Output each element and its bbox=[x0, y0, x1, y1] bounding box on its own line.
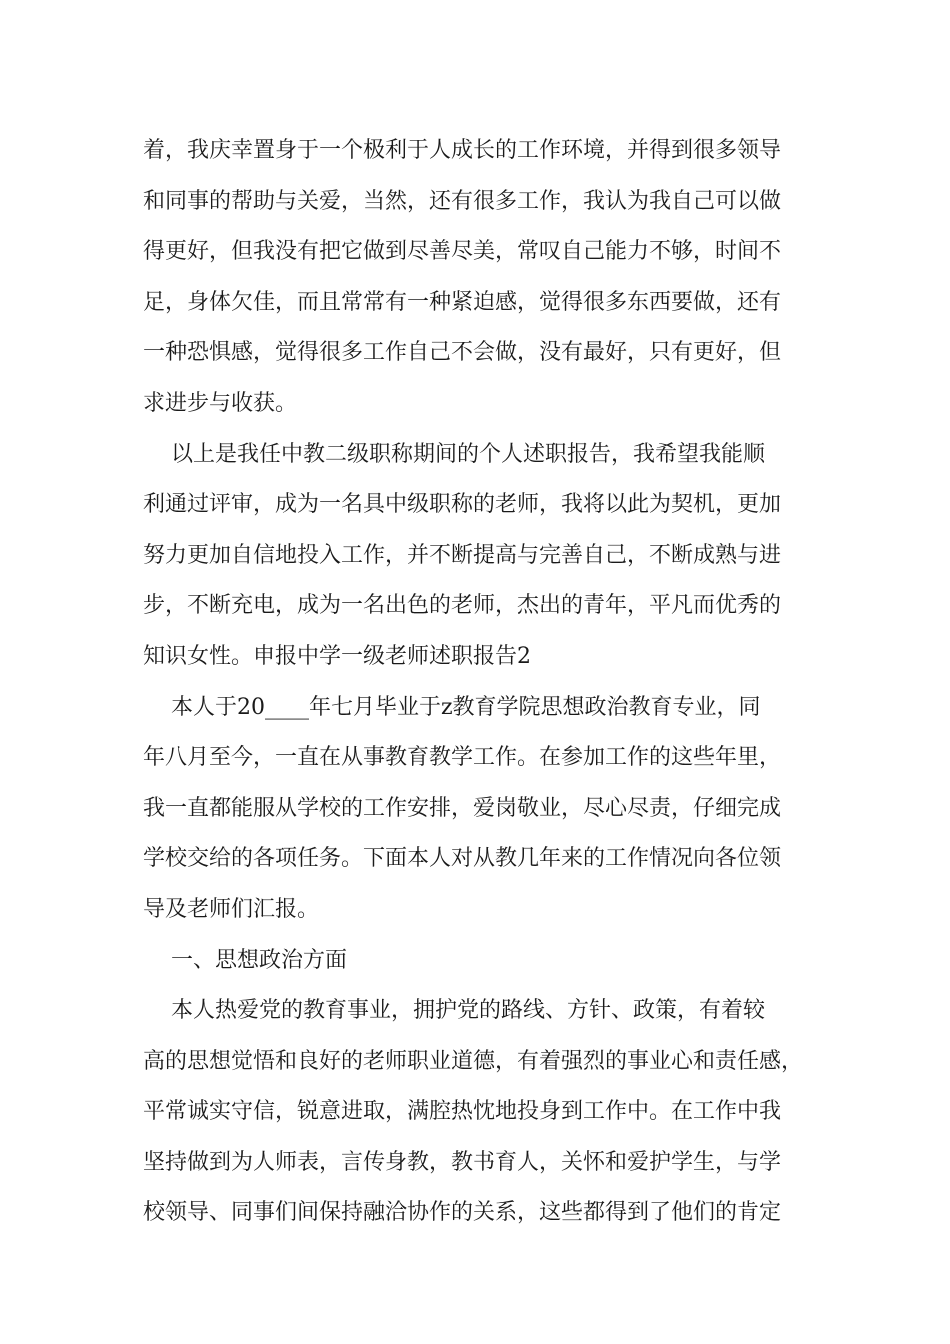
text-line: 努力更加自信地投入工作，并不断提高与完善自己，不断成熟与进 bbox=[143, 542, 782, 568]
section-heading: 一、思想政治方面 bbox=[143, 947, 347, 973]
text-line: 求进步与收获。 bbox=[143, 390, 298, 416]
text-line: 本人热爱党的教育事业，拥护党的路线、方针、政策，有着较 bbox=[143, 998, 765, 1024]
text-line: 以上是我任中教二级职称期间的个人述职报告，我希望我能顺 bbox=[143, 441, 765, 467]
text-line: 步，不断充电，成为一名出色的老师，杰出的青年，平凡而优秀的 bbox=[143, 593, 782, 619]
text-line: 我一直都能服从学校的工作安排，爱岗敬业，尽心尽责，仔细完成 bbox=[143, 795, 782, 821]
text-line: 高的思想觉悟和良好的老师职业道德，有着强烈的事业心和责任感， bbox=[143, 1048, 804, 1074]
text-line: 知识女性。申报中学一级老师述职报告2 bbox=[143, 643, 531, 669]
text-line: 得更好，但我没有把它做到尽善尽美，常叹自己能力不够，时间不 bbox=[143, 239, 782, 265]
text-line: 本人于20____年七月毕业于z教育学院思想政治教育专业，同 bbox=[143, 694, 761, 720]
text-line: 坚持做到为人师表，言传身教，教书育人，关怀和爱护学生，与学 bbox=[143, 1149, 782, 1175]
text-line: 利通过评审，成为一名具中级职称的老师，我将以此为契机，更加 bbox=[143, 492, 782, 518]
text-line: 和同事的帮助与关爱，当然，还有很多工作，我认为我自己可以做 bbox=[143, 188, 782, 214]
text-line: 年八月至今，一直在从事教育教学工作。在参加工作的这些年里， bbox=[143, 745, 782, 771]
document-body bbox=[143, 126, 813, 1239]
text-line: 平常诚实守信，锐意进取，满腔热忱地投身到工作中。在工作中我 bbox=[143, 1099, 782, 1125]
text-line: 导及老师们汇报。 bbox=[143, 896, 320, 922]
text-line: 学校交给的各项任务。下面本人对从教几年来的工作情况向各位领 bbox=[143, 846, 782, 872]
text-line: 足，身体欠佳，而且常常有一种紧迫感，觉得很多东西要做，还有 bbox=[143, 289, 782, 315]
text-line: 校领导、同事们间保持融洽协作的关系，这些都得到了他们的肯定 bbox=[143, 1200, 782, 1226]
text-line: 一种恐惧感，觉得很多工作自己不会做，没有最好，只有更好，但 bbox=[143, 340, 782, 366]
text-line: 着，我庆幸置身于一个极利于人成长的工作环境，并得到很多领导 bbox=[143, 138, 782, 163]
